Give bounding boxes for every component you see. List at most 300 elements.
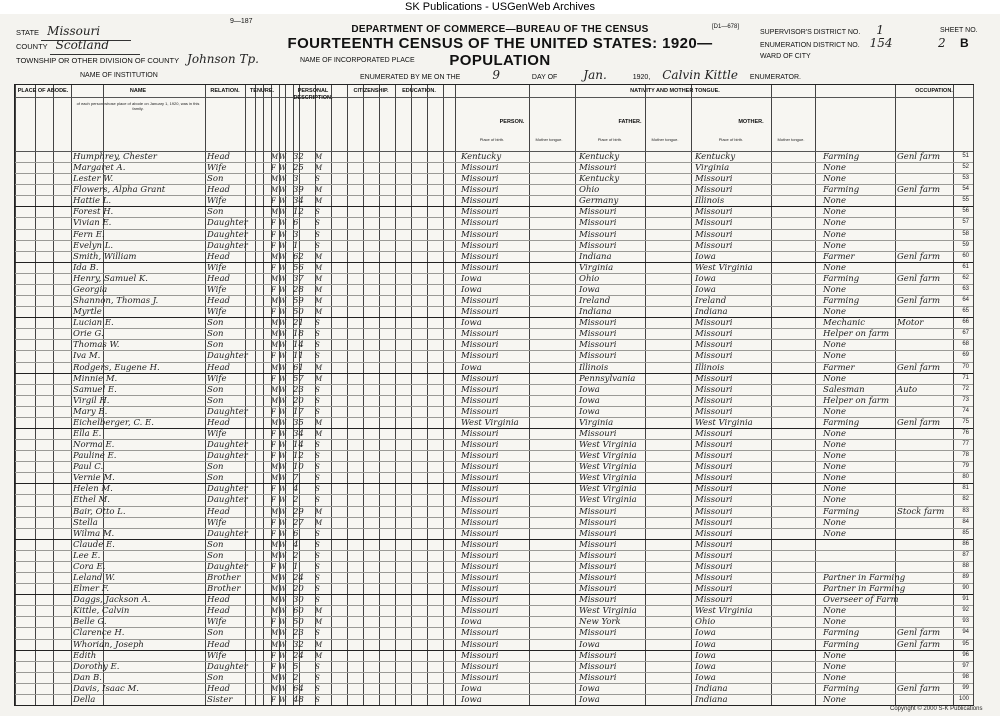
row-number: 56 [962, 208, 969, 215]
cell-age: 25 [293, 163, 304, 174]
cell-pob: Missouri [461, 229, 499, 240]
cell-sex: M [271, 551, 279, 560]
state-value: Missouri [47, 24, 101, 38]
cell-race: W [279, 574, 287, 583]
cell-sex: F [271, 562, 276, 571]
cell-occ: Farming [823, 506, 860, 517]
cell-sex: M [271, 540, 279, 549]
cell-rel: Wife [207, 196, 227, 207]
cell-mpob: Missouri [695, 229, 733, 240]
cell-rel: Head [207, 185, 230, 196]
cell-race: W [279, 263, 287, 272]
cell-rel: Wife [207, 373, 227, 384]
cell-race: W [279, 197, 287, 206]
cell-occ: None [823, 373, 847, 384]
cell-name: Kittle, Calvin [73, 606, 130, 617]
cell-pob: Missouri [461, 561, 499, 572]
cell-age: 28 [293, 284, 304, 295]
cell-ms: S [315, 629, 320, 638]
row-number: 62 [962, 274, 969, 281]
cell-age: 6 [293, 218, 299, 229]
cell-rel: Son [207, 539, 224, 550]
cell-ms: S [315, 485, 320, 494]
year-label: 1920, [632, 74, 651, 81]
cell-fpob: Virginia [579, 417, 614, 428]
cell-ms: S [315, 574, 320, 583]
cell-mpob: Missouri [695, 340, 733, 351]
cell-fpob: Kentucky [579, 152, 620, 162]
cell-mpob: Missouri [695, 484, 733, 495]
cell-occ: Farming [823, 417, 860, 428]
cell-mpob: Missouri [695, 218, 733, 229]
row-number: 75 [962, 418, 969, 425]
cell-mpob: Missouri [695, 550, 733, 561]
cell-mpob: Missouri [695, 462, 733, 473]
cell-occ: Partner in Farming [823, 573, 906, 584]
row-number: 98 [962, 673, 969, 680]
cell-fpob: Missouri [579, 561, 617, 572]
sheet-value: 2 [938, 36, 946, 50]
archive-banner: SK Publications - USGenWeb Archives [0, 0, 1000, 14]
row-number: 51 [962, 153, 969, 159]
cell-mpob: Missouri [695, 406, 733, 417]
cell-ind: Auto [897, 384, 918, 395]
cell-fpob: Missouri [579, 539, 617, 550]
cell-sex: F [271, 285, 276, 294]
cell-ms: M [315, 374, 323, 383]
cell-fpob: Missouri [579, 550, 617, 561]
column-header: NATIVITY AND MOTHER TONGUE. [630, 88, 720, 94]
cell-rel: Son [207, 462, 224, 473]
cell-occ: None [823, 440, 847, 451]
cell-occ: None [823, 429, 847, 439]
cell-occ: None [823, 307, 847, 318]
cell-sex: M [271, 186, 279, 195]
cell-rel: Son [207, 174, 224, 185]
cell-fpob: Iowa [579, 694, 600, 705]
cell-pob: Missouri [461, 451, 499, 462]
cell-rel: Head [207, 152, 230, 162]
cell-fpob: Ireland [579, 296, 611, 307]
cell-occ: None [823, 284, 847, 295]
sheet-label: SHEET NO. [940, 27, 978, 34]
cell-age: 2 [293, 495, 299, 506]
census-title: FOURTEENTH CENSUS OF THE UNITED STATES: 1920—POPULATION [287, 35, 713, 69]
cell-ms: S [315, 496, 320, 505]
cell-name: Minnie M. [73, 373, 118, 384]
cell-fpob: West Virginia [579, 462, 637, 473]
cell-ms: M [315, 186, 323, 195]
cell-sex: F [271, 352, 276, 361]
cell-race: W [279, 418, 287, 427]
form-number: 9—187 [230, 18, 253, 25]
cell-name: Pauline E. [73, 451, 117, 462]
cell-sex: F [271, 496, 276, 505]
cell-mpob: West Virginia [695, 606, 753, 617]
cell-age: 23 [293, 384, 304, 395]
cell-sex: M [271, 629, 279, 638]
cell-pob: Missouri [461, 218, 499, 229]
cell-occ: None [823, 473, 847, 484]
cell-pob: Missouri [461, 661, 499, 672]
cell-sex: F [271, 263, 276, 272]
cell-occ: None [823, 484, 847, 495]
cell-pob: Iowa [461, 284, 482, 295]
row-number: 72 [962, 385, 969, 392]
cell-name: Mary B. [73, 406, 108, 417]
cell-rel: Wife [207, 307, 227, 318]
cell-age: 12 [293, 451, 304, 462]
cell-age: 6 [293, 528, 299, 539]
cell-name: Dan B. [73, 672, 103, 683]
cell-sex: F [271, 529, 276, 538]
cell-rel: Daughter [207, 218, 248, 229]
cell-occ: Farming [823, 628, 860, 639]
cell-name: Dorothy E. [73, 661, 120, 672]
cell-mpob: Indiana [695, 683, 728, 694]
cell-ms: M [315, 153, 323, 161]
row-number: 84 [962, 518, 969, 525]
cell-ms: S [315, 219, 320, 228]
cell-pob: Missouri [461, 262, 499, 273]
cell-mpob: West Virginia [695, 417, 753, 428]
cell-race: W [279, 352, 287, 361]
mother-tongue-subheader: Mother tongue. [651, 137, 679, 142]
cell-ind: Genl farm [897, 639, 941, 650]
cell-rel: Head [207, 683, 230, 694]
cell-sex: F [271, 407, 276, 416]
cell-pob: Missouri [461, 495, 499, 506]
cell-rel: Son [207, 207, 224, 218]
cell-name: Lester W. [73, 174, 114, 185]
cell-rel: Daughter [207, 528, 248, 539]
cell-race: W [279, 673, 287, 682]
cell-age: 57 [293, 373, 304, 384]
cell-rel: Daughter [207, 661, 248, 672]
cell-mpob: Missouri [695, 240, 733, 251]
cell-ms: S [315, 562, 320, 571]
cell-ms: S [315, 230, 320, 239]
cell-name: Georgia [73, 284, 108, 295]
row-number: 64 [962, 297, 969, 304]
column-header: PERSONAL DESCRIPTION. [293, 88, 333, 101]
cell-race: W [279, 241, 287, 250]
cell-occ: Salesman [823, 384, 865, 395]
cell-race: W [279, 430, 287, 438]
state-label: STATE [16, 28, 40, 37]
cell-ind: Genl farm [897, 683, 941, 694]
cell-name: Whorian, Joseph [73, 639, 144, 650]
cell-mpob: Iowa [695, 284, 716, 295]
cell-rel: Head [207, 251, 230, 262]
cell-age: 34 [293, 196, 304, 207]
cell-sex: F [271, 695, 276, 704]
row-number: 96 [962, 651, 969, 658]
cell-mpob: Iowa [695, 639, 716, 650]
cell-age: 24 [293, 650, 304, 661]
row-number: 99 [962, 684, 969, 691]
cell-race: W [279, 485, 287, 494]
cell-pob: Iowa [461, 273, 482, 284]
row-number: 83 [962, 507, 969, 514]
cell-occ: None [823, 495, 847, 506]
row-number: 57 [962, 219, 969, 226]
cell-mpob: Indiana [695, 307, 728, 318]
cell-sex: F [271, 197, 276, 206]
nativity-subheader-person: PERSON. [499, 119, 525, 125]
cell-occ: None [823, 207, 847, 218]
cell-ms: M [315, 618, 323, 627]
cell-pob: Iowa [461, 617, 482, 628]
cell-name: Ida B. [73, 262, 99, 273]
cell-occ: Partner in Farming [823, 584, 906, 595]
cell-age: 48 [293, 694, 304, 705]
cell-rel: Daughter [207, 240, 248, 251]
cell-sex: M [271, 596, 279, 605]
cell-mpob: Iowa [695, 628, 716, 639]
cell-ms: M [315, 518, 323, 527]
cell-ms: M [315, 363, 323, 372]
cell-pob: Missouri [461, 628, 499, 639]
cell-sex: F [271, 430, 276, 438]
cell-pob: Missouri [461, 185, 499, 196]
cell-fpob: Missouri [579, 672, 617, 683]
cell-fpob: West Virginia [579, 495, 637, 506]
cell-fpob: Missouri [579, 628, 617, 639]
cell-name: Davis, Isaac M. [73, 683, 139, 694]
township-value: Johnson Tp. [187, 52, 259, 66]
cell-sex: F [271, 441, 276, 450]
cell-ms: S [315, 529, 320, 538]
cell-age: 5 [293, 661, 299, 672]
cell-ms: S [315, 175, 320, 184]
cell-pob: Missouri [461, 517, 499, 528]
cell-ind: Genl farm [897, 185, 941, 196]
cell-race: W [279, 662, 287, 671]
cell-ms: M [315, 285, 323, 294]
cell-race: W [279, 374, 287, 383]
cell-name: Eichelberger, C. E. [73, 417, 154, 428]
enum-district-value: 154 [869, 36, 893, 50]
cell-ind: Genl farm [897, 152, 941, 162]
cell-race: W [279, 319, 287, 328]
cell-occ: Farming [823, 273, 860, 284]
cell-rel: Wife [207, 617, 227, 628]
cell-rel: Son [207, 550, 224, 561]
cell-rel: Head [207, 606, 230, 617]
cell-occ: Overseer of Farm [823, 595, 899, 606]
cell-ms: S [315, 319, 320, 328]
cell-age: 17 [293, 406, 304, 417]
cell-sex: F [271, 230, 276, 239]
cell-fpob: Iowa [579, 683, 600, 694]
cell-age: 4 [293, 539, 299, 550]
cell-race: W [279, 407, 287, 416]
cell-fpob: New York [579, 617, 621, 628]
cell-ms: M [315, 607, 323, 616]
place-of-birth-subheader: Place of birth. [479, 137, 505, 142]
cell-race: W [279, 529, 287, 538]
cell-fpob: West Virginia [579, 606, 637, 617]
county-label: COUNTY [16, 42, 48, 51]
cell-name: Bair, Otto L. [73, 506, 126, 517]
cell-fpob: Iowa [579, 395, 600, 406]
row-number: 66 [962, 319, 969, 326]
cell-ms: M [315, 640, 323, 649]
cell-ind: Genl farm [897, 628, 941, 639]
cell-fpob: West Virginia [579, 484, 637, 495]
cell-fpob: Missouri [579, 229, 617, 240]
cell-name: Thomas W. [73, 340, 120, 351]
row-number: 67 [962, 330, 969, 337]
district-header [760, 24, 990, 63]
cell-ind: Genl farm [897, 273, 941, 284]
cell-pob: Missouri [461, 528, 499, 539]
cell-age: 50 [293, 307, 304, 318]
cell-name: Daggs, Jackson A. [73, 595, 151, 606]
cell-race: W [279, 540, 287, 549]
cell-mpob: Missouri [695, 174, 733, 185]
cell-pob: Missouri [461, 340, 499, 351]
column-header: CITIZENSHIP. [353, 88, 389, 94]
column-header: TENURE. [249, 88, 275, 94]
cell-mpob: Illinois [695, 196, 725, 207]
township-label: TOWNSHIP OR OTHER DIVISION OF COUNTY [16, 56, 179, 65]
cell-mpob: Iowa [695, 661, 716, 672]
cell-age: 1 [293, 561, 299, 572]
cell-fpob: Iowa [579, 639, 600, 650]
cell-ms: M [315, 430, 323, 438]
cell-mpob: Missouri [695, 517, 733, 528]
cell-ms: S [315, 452, 320, 461]
cell-rel: Son [207, 340, 224, 351]
enumerator-label: ENUMERATOR. [749, 74, 801, 81]
cell-fpob: Ohio [579, 273, 600, 284]
cell-age: 20 [293, 395, 304, 406]
nativity-subheader-mother: MOTHER. [738, 119, 764, 125]
cell-fpob: Missouri [579, 661, 617, 672]
cell-fpob: Indiana [579, 307, 612, 318]
cell-name: Ella E. [73, 429, 102, 439]
row-number: 76 [962, 430, 969, 436]
cell-mpob: Missouri [695, 595, 733, 606]
cell-ms: S [315, 474, 320, 483]
cell-sex: M [271, 341, 279, 350]
cell-name: Margaret A. [73, 163, 126, 174]
nativity-subheader-father: FATHER. [618, 119, 642, 125]
cell-occ: Farming [823, 185, 860, 196]
cell-name: Norma E. [73, 440, 115, 451]
cell-sex: M [271, 507, 279, 516]
cell-occ: Farming [823, 639, 860, 650]
cell-ind: Stock farm [897, 506, 945, 517]
cell-name: Claude E. [73, 539, 115, 550]
row-number: 59 [962, 241, 969, 248]
cell-occ: None [823, 672, 847, 683]
cell-rel: Wife [207, 429, 227, 439]
cell-sex: F [271, 662, 276, 671]
row-number: 69 [962, 352, 969, 359]
column-rule [973, 85, 974, 705]
ward-label: WARD OF CITY [760, 53, 811, 60]
cell-occ: Mechanic [823, 318, 865, 329]
cell-rel: Son [207, 384, 224, 395]
location-header [16, 24, 266, 66]
cell-occ: None [823, 262, 847, 273]
cell-name: Paul C. [73, 462, 104, 473]
cell-age: 4 [293, 484, 299, 495]
cell-pob: Kentucky [461, 152, 502, 162]
cell-ms: M [315, 274, 323, 283]
cell-pob: Missouri [461, 462, 499, 473]
cell-ms: S [315, 396, 320, 405]
cell-rel: Daughter [207, 561, 248, 572]
cell-rel: Sister [207, 694, 233, 705]
cell-occ: None [823, 218, 847, 229]
cell-race: W [279, 618, 287, 627]
cell-fpob: West Virginia [579, 451, 637, 462]
cell-age: 37 [293, 273, 304, 284]
column-header: EDUCATION. [402, 88, 436, 94]
cell-race: W [279, 341, 287, 350]
cell-rel: Brother [207, 584, 241, 595]
cell-pob: Missouri [461, 606, 499, 617]
cell-occ: None [823, 606, 847, 617]
row-number: 100 [958, 695, 969, 702]
cell-occ: Helper on farm [823, 329, 890, 340]
cell-pob: Missouri [461, 163, 499, 174]
cell-pob: Missouri [461, 307, 499, 318]
column-header: RELATION. [210, 88, 240, 94]
cell-age: 3 [293, 174, 299, 185]
cell-mpob: Missouri [695, 318, 733, 329]
cell-fpob: Iowa [579, 406, 600, 417]
cell-fpob: Missouri [579, 584, 617, 595]
cell-age: 18 [293, 329, 304, 340]
cell-pob: Iowa [461, 362, 482, 373]
cell-mpob: Missouri [695, 495, 733, 506]
row-number: 95 [962, 640, 969, 647]
cell-ind: Genl farm [897, 362, 941, 373]
cell-age: 60 [293, 606, 304, 617]
name-column-subheader: of each person whose place of abode on January 1, 1920, was in this family. [76, 101, 200, 111]
row-number: 71 [962, 374, 969, 381]
cell-race: W [279, 629, 287, 638]
cell-age: 11 [293, 351, 304, 362]
cell-mpob: Missouri [695, 584, 733, 595]
cell-name: Smith, William [73, 251, 137, 262]
cell-fpob: Missouri [579, 528, 617, 539]
cell-name: Vernie M. [73, 473, 115, 484]
cell-name: Vivian E. [73, 218, 112, 229]
cell-name: Clarence H. [73, 628, 125, 639]
cell-age: 39 [293, 185, 304, 196]
cell-sex: M [271, 684, 279, 693]
cell-rel: Head [207, 506, 230, 517]
enum-district-label: ENUMERATION DISTRICT NO. [760, 42, 860, 49]
cell-sex: M [271, 640, 279, 649]
mother-tongue-subheader: Mother tongue. [535, 137, 563, 142]
cell-race: W [279, 518, 287, 527]
cell-sex: M [271, 330, 279, 339]
cell-sex: M [271, 474, 279, 483]
cell-pob: Missouri [461, 373, 499, 384]
cell-fpob: Missouri [579, 240, 617, 251]
cell-race: W [279, 285, 287, 294]
cell-age: 50 [293, 617, 304, 628]
cell-ms: M [315, 252, 323, 261]
cell-ind: Genl farm [897, 251, 941, 262]
